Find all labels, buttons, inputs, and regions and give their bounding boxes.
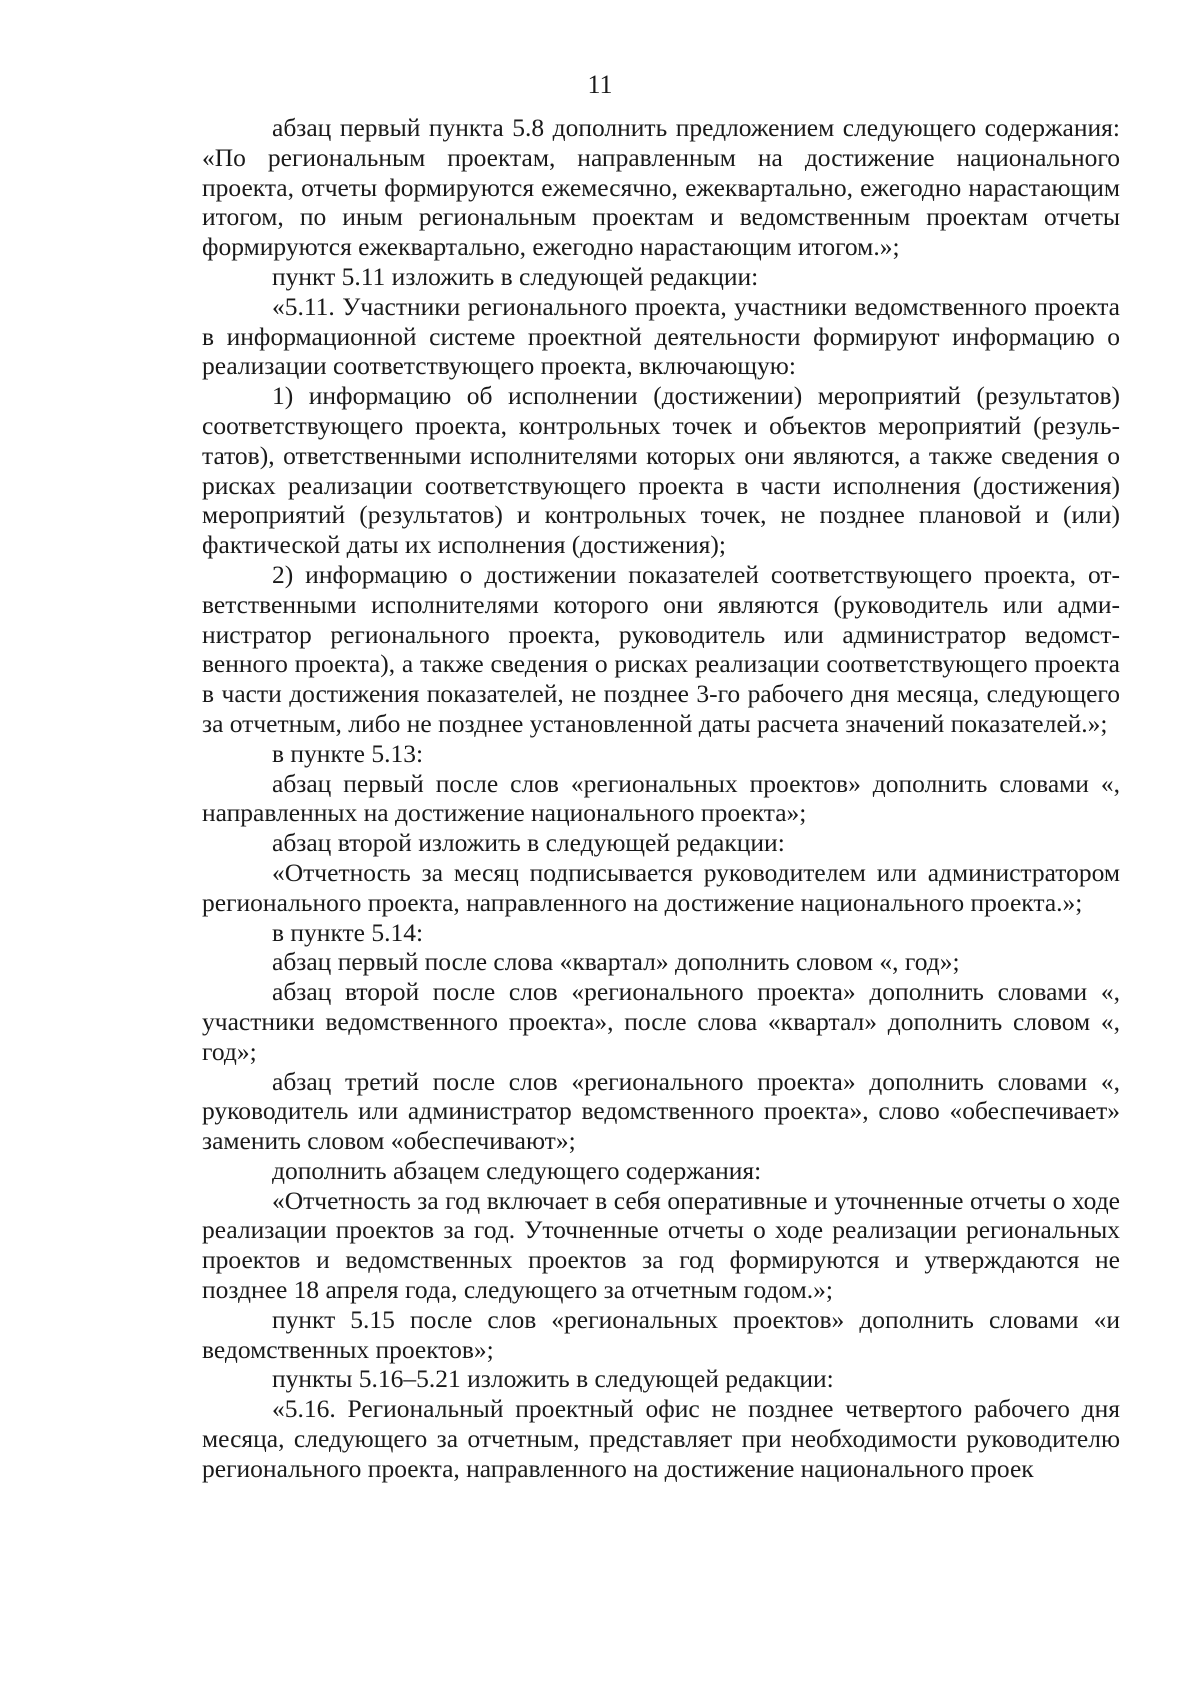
paragraph: в пункте 5.14: <box>272 917 424 947</box>
paragraph: абзац второй после слов «регионального проекта» дополнить словами «, участники ведомственного проекта», после слова «квартал» дополнить словом «, год»; <box>202 977 1120 1066</box>
page-number: 11 <box>587 70 613 99</box>
document-body <box>202 113 1120 1484</box>
paragraph: в пункте 5.13: <box>272 738 424 768</box>
paragraph: 1) информацию об исполнении (достижении) мероприятий (результатов) соответствующего проекта, контрольных точек и объектов мероприятий (результатов), ответственными исполнителями которых они являются, а также сведения о рисках реализации соответствующего проекта в части исполнения (достижения) мероприятий (результатов) и контрольных точек, не позднее плановой и (или) фактической даты их исполнения (достижения); <box>202 381 1120 560</box>
paragraph: абзац первый пункта 5.8 дополнить предложением следующего содержания: «По региональным проектам, направленным на достижение национального проекта, отчеты формируются ежемесячно, ежеквартально, ежегодно нарастающим итогом, по иным региональным проектам и ведомственным проектам отчеты формируются ежеквартально, ежегодно нарастающим итогом.»; <box>202 113 1120 262</box>
paragraph: «Отчетность за месяц подписывается руководителем или администратором регионального проекта, направленного на достижение национального проекта.»; <box>202 857 1120 917</box>
paragraph: абзац третий после слов «регионального проекта» дополнить словами «, руководитель или администратор ведомственного проекта», слово «обеспечивает» заменить словом «обеспечивают»; <box>202 1066 1120 1156</box>
paragraph: абзац первый после слова «квартал» дополнить словом «, год»; <box>272 947 960 977</box>
paragraph: пункты 5.16–5.21 изложить в следующей редакции: <box>272 1364 834 1394</box>
paragraph: «5.11. Участники регионального проекта, участники ведомственного проекта в информационной системе проектной деятельности формируют информацию о реализации соответствующего проекта, включающую: <box>202 291 1120 381</box>
paragraph: 2) информацию о достижении показателей соответствующего проекта, ответственными исполнителями которого они являются (руководитель или администратор регионального проекта, руководитель или администратор ведомственного проекта), а также сведения о рисках реализации соответствующего проекта в части достижения показателей, не позднее 3-го рабочего дня месяца, следующего за отчетным, либо не позднее установленной даты расчета значений показателей.»; <box>202 559 1120 738</box>
paragraph: абзац второй изложить в следующей редакции: <box>272 828 785 858</box>
paragraph: пункт 5.15 после слов «региональных проектов» дополнить словами «и ведомственных проектов»; <box>202 1304 1120 1364</box>
paragraph: «5.16. Региональный проектный офис не позднее четвертого рабочего дня месяца, следующего за отчетным, представляет при необходимости руководителю регионального проекта, направленного на достижение национального проек <box>202 1394 1120 1483</box>
paragraph: абзац первый после слов «региональных проектов» дополнить словами «, направленных на достижение национального проекта»; <box>202 768 1120 828</box>
paragraph: дополнить абзацем следующего содержания: <box>272 1155 762 1185</box>
paragraph: «Отчетность за год включает в себя оперативные и уточненные отчеты о ходе реализации проектов за год. Уточненные отчеты о ходе реализации региональных проектов и ведомственных проектов за год формируются и утверждаются не позднее 18 апреля года, следующего за отчетным годом.»; <box>202 1185 1120 1305</box>
paragraph: пункт 5.11 изложить в следующей редакции: <box>272 261 759 291</box>
